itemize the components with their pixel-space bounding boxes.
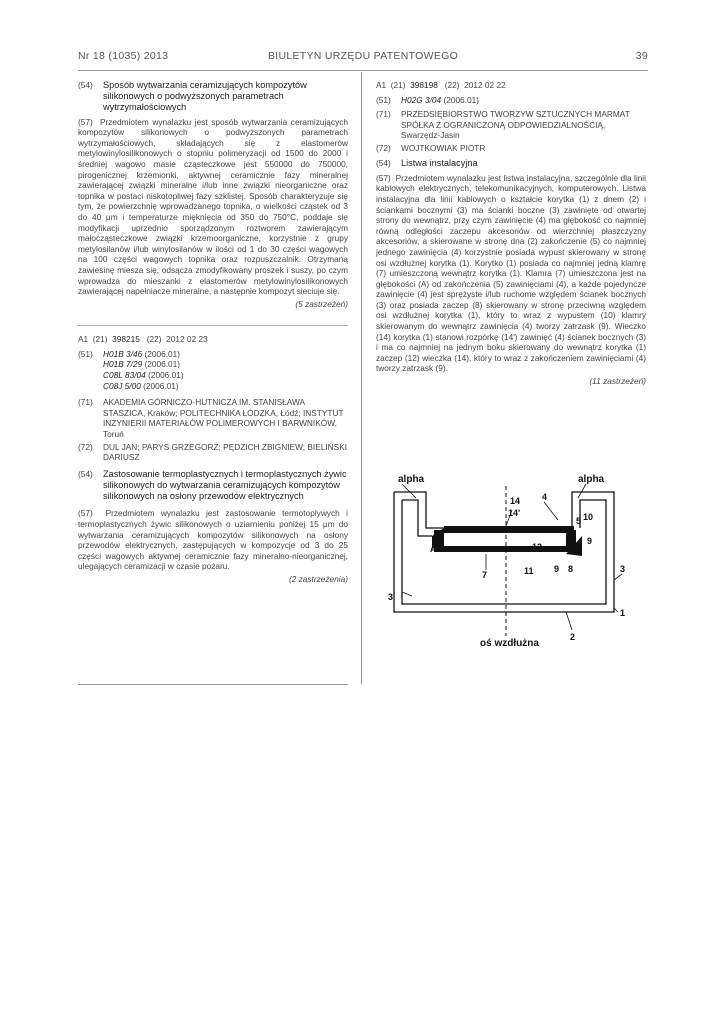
entry2-title: Zastosowanie termoplastycznych i termoplastycznych żywic silikonowych do wytwarzania ceramizujących kompozytów silikonowych na osłony przewodów elektrycznych <box>103 468 347 502</box>
ipc-version: (2006.01) <box>148 370 184 381</box>
right-fold-inner <box>580 500 606 560</box>
entry2-abstract-text: Przedmiotem wynalazku jest zastosowanie termotoplywych i termoplastycznych żywic silikonowych o uziarnieniu poniżej 15 μm do wytwarzania ceramizujących kompozytów silikonowych na osłony przewodów elektrycznych, zastępujących w kompozycje od 3 do 25 części wagowych aktywnej ceramicznie fazy mineralno-nieorganicznej, ulegających ceramizacji w czasie pożaru. <box>78 508 348 572</box>
code-71: (71) <box>78 397 93 408</box>
label-3-left: 3 <box>388 592 394 602</box>
entry-separator <box>78 325 348 326</box>
label-11: 11 <box>524 566 534 576</box>
entry3-applicant: PRZEDSIĘBIORSTWO TWORZYW SZTUCZNYCH MARMAT SPÓŁKA Z OGRANICZONĄ ODPOWIEDZIALNOŚCIĄ, Swarzędz-Jasin <box>401 109 630 141</box>
entry3-ipc-row <box>376 95 646 106</box>
entry3-id-row <box>376 80 646 91</box>
left-bottom-rule <box>78 684 348 685</box>
label-8: 8 <box>568 564 574 574</box>
code-72: (72) <box>376 142 391 153</box>
entry1-abstract <box>78 117 348 297</box>
entry2-date: 2012 02 23 <box>166 334 208 345</box>
issue-number: Nr 18 (1035) 2013 <box>78 50 169 62</box>
label-alpha-right: alpha <box>578 474 605 485</box>
left-column <box>78 80 348 585</box>
label-3-right: 3 <box>620 564 626 574</box>
entry2-inventors-row <box>78 442 348 463</box>
entry3-number: 398198 <box>410 80 438 90</box>
code-22: (22) <box>444 80 460 90</box>
page-number: 39 <box>635 50 648 62</box>
entry2-title-row <box>78 469 348 503</box>
axis-label: oś wzdłużna <box>480 638 539 649</box>
right-column <box>376 80 646 387</box>
label-4: 4 <box>542 492 548 502</box>
column-divider <box>361 72 362 684</box>
code-57: (57) <box>78 116 93 127</box>
label-alpha-left: alpha <box>398 474 425 485</box>
label-14-prime: 14' <box>508 508 521 518</box>
label-2: 2 <box>570 632 576 642</box>
entry2-claims: (2 zastrzeżenia) <box>288 574 348 584</box>
entry3-abstract <box>376 173 646 374</box>
ipc-class: H02G 3/04 <box>401 94 442 105</box>
code-54: (54) <box>78 80 93 90</box>
entry2-abstract <box>78 508 348 572</box>
code-54: (54) <box>376 157 391 168</box>
label-5: 5 <box>576 516 582 526</box>
entry3-applicant-row <box>376 109 646 141</box>
label-7: 7 <box>482 570 488 580</box>
entry2-abstract-row <box>78 508 348 572</box>
entry3-date: 2012 02 22 <box>464 80 506 90</box>
entry3-abstract-text: Przedmiotem wynalazku jest listwa instalacyjna, szczególnie dla linii kablowych elektrycznych, telekomunikacyjnych, komputerowych. Listwa instalacyjna dla linii kablowych o kształcie korytka (1) z dnem (2) i ściankami bocznymi (3) ma ścianki boczne (3) zawinięte od otwartej strony do wewnątrz, przy czym zawinięcie (4) ma głębokość co najmniej równą odległości zaczepu akcesoriów od wierzchniej płaszczyzny akcesoriów, a skierowane w stronę dna (2) zakończenie (5) co najmniej jednego zawinięcia (4) korzystnie posiada wypust skierowany w stronę osi wzdłużnej korytka (1). Korytko (1) posiada co najmniej jedną klamrę (7) umieszczoną wewnątrz korytka (1). Klamra (7) umieszczona jest na głębokości (A) od zakończenia (5) zawinięciami (4), a każde pojedyncze zawinięcie (4) jest sprężyste i/lub ruchome względem ścianek bocznych (3) oraz posiada zaczep (8) skierowany w stronę przeciwną względem osi wzdłużnej korytka (1), który to wraz z wypustem (10) klamry skierowanym do wewnątrz zawinięcia (4) tworzy zatrzask (9). Wieczko (14) korytka (1) stanowi rozpórkę (14') zawinięć (4) ścianek bocznych (3) i ma co najmniej na jednym boku skierowany do wewnątrz korytka (1) zaczep (12) wieczka (14), który to wraz z zakończeniem zawinięciami (4) tworzy zatrzask (9). <box>376 172 646 374</box>
code-22: (22) <box>146 334 162 345</box>
entry3-inventor-row <box>376 143 646 154</box>
header-rule <box>78 70 648 71</box>
code-54: (54) <box>78 468 93 479</box>
ipc-class: H01B 3/46 <box>103 348 143 359</box>
label-A: A <box>430 544 437 554</box>
cable-trunking-figure <box>382 470 644 650</box>
ipc-item <box>103 370 348 381</box>
entry1-abstract-text: Przedmiotem wynalazku jest sposób wytwarzania ceramizujących kompozytów silikonowych o podwyższonych parametrach wytrzymałościowych, składających się z elastomerów metylowinylosilikonowych o stopniu polimeryzacji od 1500 do 2000 i średniej wagowo masie cząsteczkowe jest 550000 do 750000, pirogenicznej krzemionki, aktywnej ceramicznie fazy mineralnej zawierającej związki mineralne i/lub inne związki nieorganiczne oraz topnika w postaci niskotopliwej fazy szklistej. Sposób charakteryzuje się tym, że powierzchnię wprowadzanego topnika, o wielkości cząstek od 3 do 40 μm i temperaturze mięknięcia od 350 do 750°C, poddaje się modyfikacji uprzednio sporządzonym roztworem zawierającym małocząsteczkowe związki krzemoorganiczne, korzystnie z grupy metylosilanów i/lub winylosilanów w ilości od 1 do 30 części wagowych na 100 części wagowych topnika oraz rozpuszczalnik. Otrzymaną zawiesinę miesza się, odsącza zmodyfikowany proszek i suszy, po czym wprowadza do mieszanki z elastomerów metylowinylosilikonowych zawierającej napełniacze mineralne, a następnie kompozyt sieciuje się. <box>78 116 348 297</box>
entry3-ipc <box>401 95 646 106</box>
cover-lid <box>432 526 582 556</box>
entry1-claims: (5 zastrzeżeń) <box>295 298 348 309</box>
code-57: (57) <box>78 508 93 519</box>
ipc-version: (2006.01) <box>443 94 479 105</box>
entry2-inventors: DUL JAN; PARYS GRZEGORZ; PĘDZICH ZBIGNIEW; BIELIŃSKI DARIUSZ <box>103 441 348 463</box>
label-9b: 9 <box>554 564 560 574</box>
entry2-kind: A1 <box>78 334 89 345</box>
label-1: 1 <box>620 608 626 618</box>
entry2-ipc-row <box>78 349 348 391</box>
entry3-kind: A1 <box>376 80 387 90</box>
label-14: 14 <box>510 496 521 506</box>
bulletin-title: BIULETYN URZĘDU PATENTOWEGO <box>267 50 459 62</box>
entry2-number: 398215 <box>112 334 140 345</box>
entry3-inventor: WOJTKOWIAK PIOTR <box>401 142 486 153</box>
entry1-title-row <box>78 80 348 114</box>
ipc-version: (2006.01) <box>144 348 181 359</box>
entry3-claims: (11 zastrzeżeń) <box>589 376 646 387</box>
entry2-applicants-row <box>78 397 348 439</box>
ipc-version: (2006.01) <box>144 359 181 370</box>
entry2-id-row <box>78 334 348 345</box>
entry2-applicants: AKADEMIA GÓRNICZO-HUTNICZA IM. STANISŁAWA STASZICA, Kraków; POLITECHNIKA ŁÓDZKA, Łódź; INSTYTUT INŻYNIERII MATERIAŁÓW POLIMEROWYCH I BARWNIKÓW, Toruń <box>103 397 344 440</box>
code-21: (21) <box>92 334 108 345</box>
entry1-title: Sposób wytwarzania ceramizujących kompozytów silikonowych o podwyższonych parametrach wytrzymałościowych <box>103 80 307 113</box>
entry3-title-row <box>376 158 646 169</box>
code-51: (51) <box>376 94 391 105</box>
page-header <box>78 50 648 64</box>
ipc-item <box>103 359 348 370</box>
entry1-abstract-row <box>78 117 348 297</box>
label-9: 9 <box>587 536 593 546</box>
left-fold-inner <box>402 500 432 536</box>
code-57: (57) <box>376 172 391 183</box>
code-51: (51) <box>78 348 93 359</box>
code-21: (21) <box>390 80 406 90</box>
entry3-abstract-row <box>376 173 646 374</box>
ipc-class: H01B 7/29 <box>103 359 143 370</box>
ipc-class: C08J 5/00 <box>103 380 141 391</box>
entry2-ipc-list <box>103 349 348 391</box>
ipc-item <box>103 381 348 392</box>
code-71: (71) <box>376 109 391 120</box>
ipc-item <box>103 349 348 360</box>
ipc-class: C08L 83/04 <box>103 370 146 381</box>
label-12: 12 <box>532 542 543 552</box>
entry3-title: Listwa instalacyjna <box>401 157 478 168</box>
code-72: (72) <box>78 441 93 452</box>
label-10: 10 <box>583 512 594 522</box>
ipc-version: (2006.01) <box>143 380 179 391</box>
